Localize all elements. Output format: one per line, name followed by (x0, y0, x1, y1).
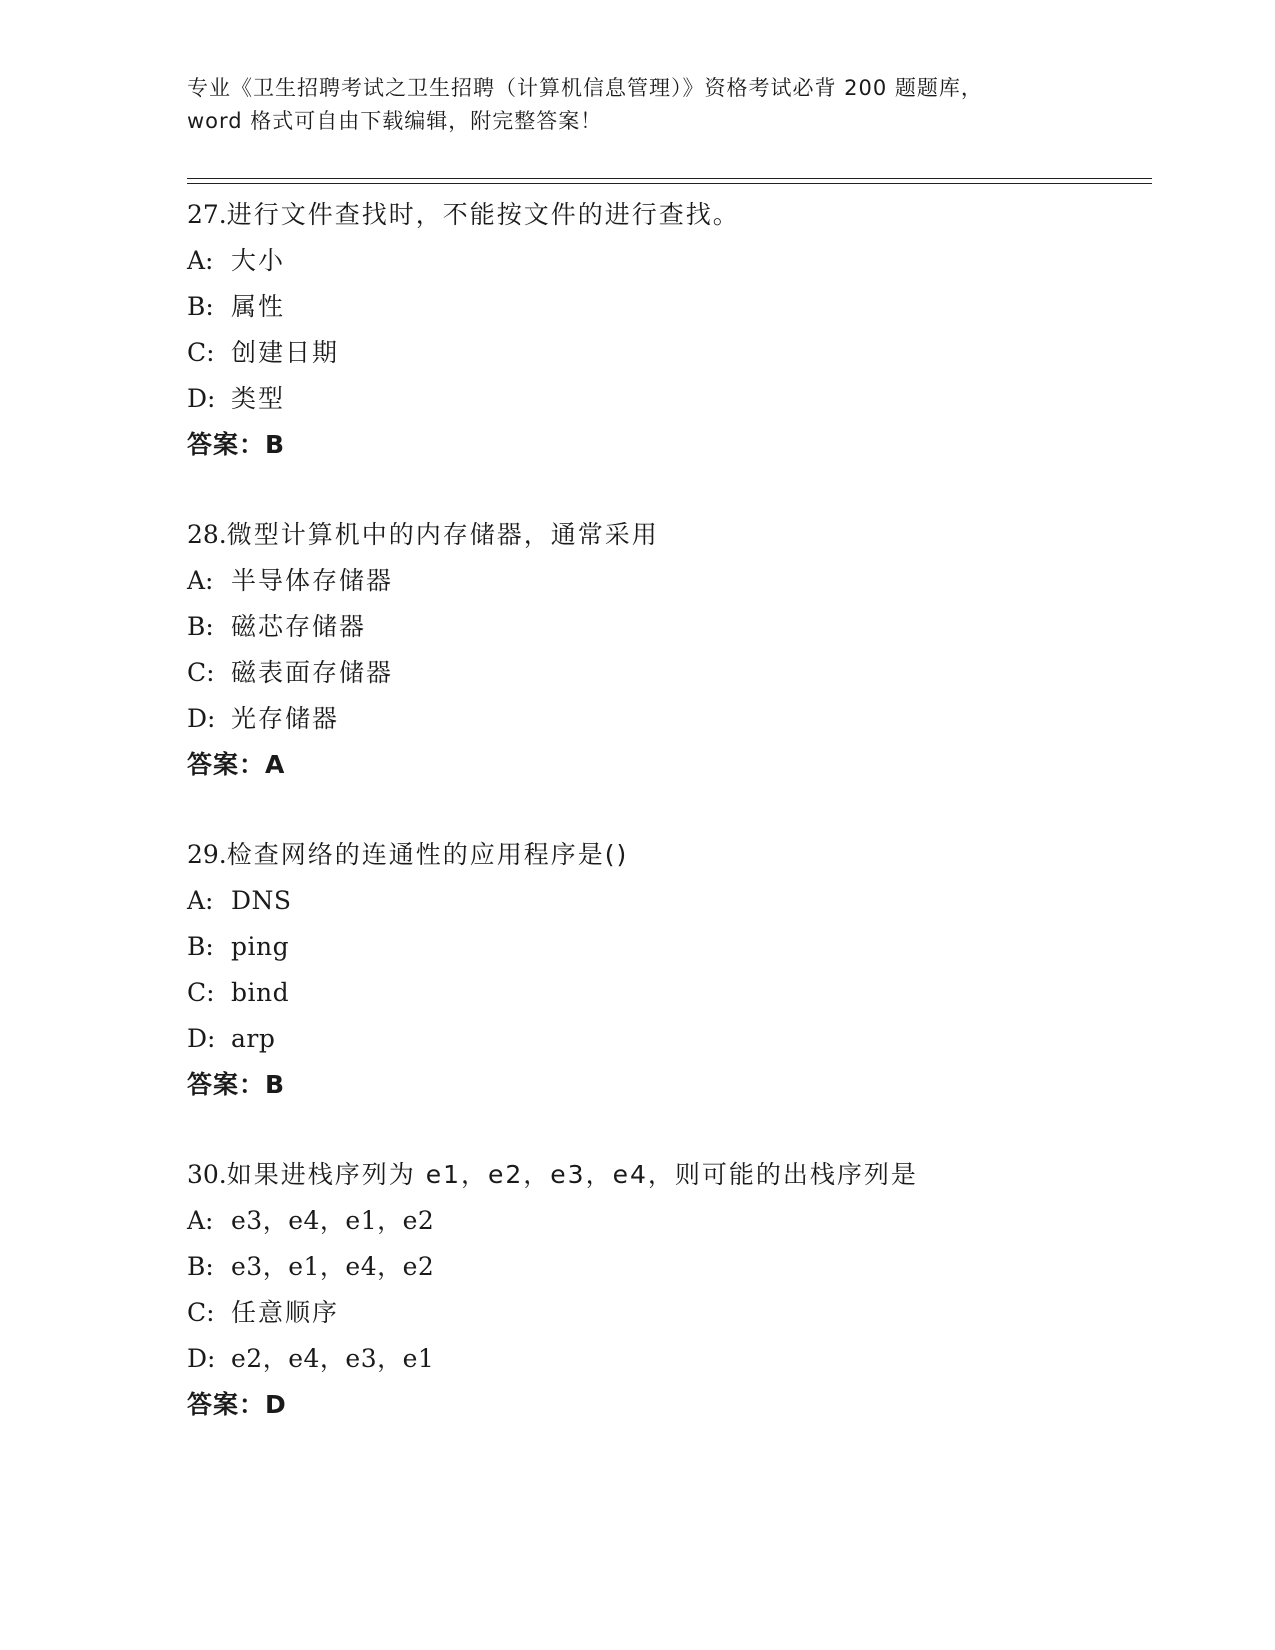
option-b (187, 604, 1147, 650)
option-text: e3，e4，e1，e2 (231, 1206, 435, 1235)
answer-line (187, 1062, 1147, 1108)
question-27 (187, 192, 1147, 512)
option-text: bind (231, 978, 290, 1007)
question-29 (187, 832, 1147, 1152)
question-stem-line (187, 832, 1147, 878)
question-number: 29. (187, 840, 227, 869)
question-stem: 检查网络的连通性的应用程序是() (226, 840, 629, 869)
option-key: D: (187, 1024, 216, 1053)
question-number: 27. (187, 200, 227, 229)
answer-value: B (265, 430, 286, 459)
option-text: 半导体存储器 (231, 566, 394, 595)
question-stem: 如果进栈序列为 e1，e2，e3，e4，则可能的出栈序列是 (226, 1160, 918, 1189)
header-divider-top (187, 178, 1152, 179)
question-list (187, 192, 1147, 1472)
option-key: C: (187, 1298, 215, 1327)
question-30 (187, 1152, 1147, 1472)
option-text: 属性 (231, 292, 286, 321)
answer-line (187, 742, 1147, 788)
question-28 (187, 512, 1147, 832)
question-stem: 微型计算机中的内存储器，通常采用 (226, 520, 659, 549)
option-text: e3，e1，e4，e2 (231, 1252, 435, 1281)
option-b (187, 284, 1147, 330)
question-stem-line (187, 512, 1147, 558)
option-c (187, 650, 1147, 696)
option-c (187, 330, 1147, 376)
answer-value: B (265, 1070, 286, 1099)
question-stem-line (187, 1152, 1147, 1198)
option-a (187, 238, 1147, 284)
option-d (187, 1336, 1147, 1382)
document-header (187, 72, 1087, 138)
answer-label: 答案： (187, 1390, 266, 1419)
option-key: A: (187, 1206, 214, 1235)
option-d (187, 376, 1147, 422)
option-key: D: (187, 704, 216, 733)
option-key: C: (187, 658, 215, 687)
option-key: B: (187, 292, 214, 321)
answer-value: A (265, 750, 286, 779)
option-text: DNS (231, 886, 292, 915)
answer-line (187, 422, 1147, 468)
header-divider-bottom (187, 183, 1152, 184)
option-c (187, 1290, 1147, 1336)
option-a (187, 1198, 1147, 1244)
answer-line (187, 1382, 1147, 1428)
option-key: D: (187, 384, 216, 413)
header-line-1: 专业《卫生招聘考试之卫生招聘（计算机信息管理）》资格考试必背 200 题题库， (187, 76, 983, 100)
answer-label: 答案： (187, 430, 266, 459)
answer-label: 答案： (187, 1070, 266, 1099)
option-key: B: (187, 932, 214, 961)
option-key: D: (187, 1344, 216, 1373)
option-text: arp (231, 1024, 276, 1053)
option-key: A: (187, 886, 214, 915)
option-text: 磁表面存储器 (231, 658, 394, 687)
option-a (187, 558, 1147, 604)
option-text: 类型 (231, 384, 286, 413)
option-text: ping (231, 932, 290, 961)
option-text: 任意顺序 (231, 1298, 340, 1327)
option-text: e2，e4，e3，e1 (231, 1344, 435, 1373)
option-text: 磁芯存储器 (231, 612, 367, 641)
option-d (187, 1016, 1147, 1062)
option-text: 大小 (231, 246, 286, 275)
header-line-2: word 格式可自由下载编辑，附完整答案！ (187, 109, 603, 133)
option-key: C: (187, 338, 215, 367)
option-b (187, 924, 1147, 970)
question-number: 30. (187, 1160, 227, 1189)
option-key: B: (187, 1252, 214, 1281)
option-d (187, 696, 1147, 742)
option-b (187, 1244, 1147, 1290)
option-key: A: (187, 246, 214, 275)
answer-value: D (265, 1390, 287, 1419)
option-a (187, 878, 1147, 924)
question-number: 28. (187, 520, 227, 549)
option-key: A: (187, 566, 214, 595)
question-stem-line (187, 192, 1147, 238)
option-key: B: (187, 612, 214, 641)
question-stem: 进行文件查找时，不能按文件的进行查找。 (226, 200, 740, 229)
option-c (187, 970, 1147, 1016)
answer-label: 答案： (187, 750, 266, 779)
option-key: C: (187, 978, 215, 1007)
option-text: 光存储器 (231, 704, 340, 733)
option-text: 创建日期 (231, 338, 340, 367)
